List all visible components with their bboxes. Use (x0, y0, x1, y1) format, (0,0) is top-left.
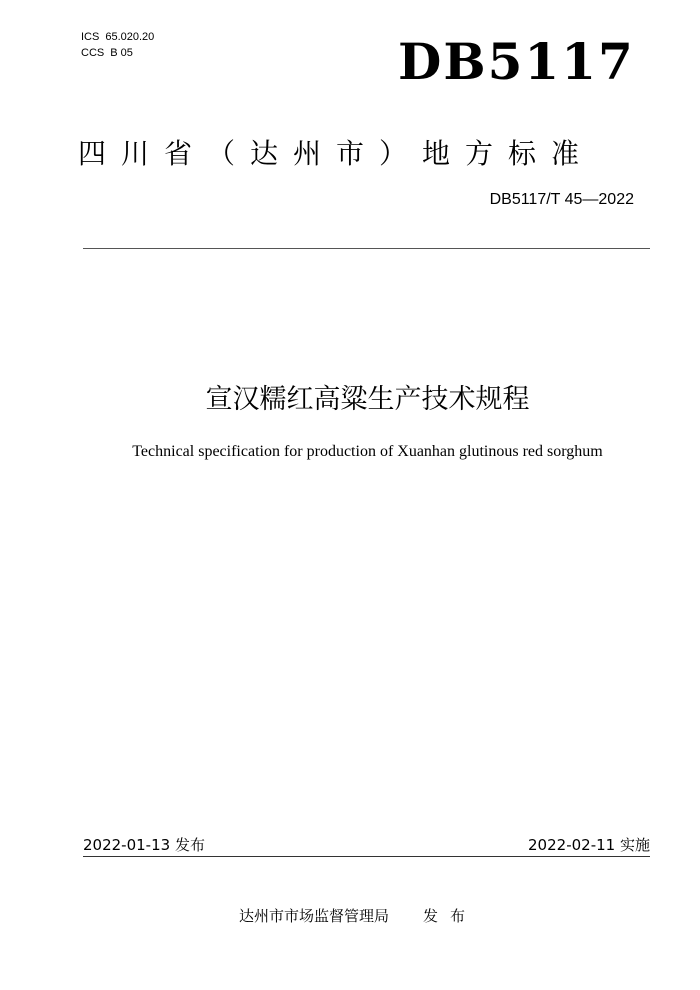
ccs-row (81, 45, 160, 61)
db-logo: DB5117 (398, 32, 635, 91)
ics-label: ICS (81, 31, 100, 43)
top-divider (83, 248, 650, 249)
bottom-divider (83, 856, 650, 857)
document-title-cn: 宣汉糯红高粱生产技术规程 (205, 384, 530, 415)
issuer-label: 发布 (423, 907, 478, 925)
ics-row (81, 29, 160, 45)
issuer-name: 达州市市场监督管理局 (239, 907, 390, 925)
issuing-authority (239, 906, 477, 926)
implementation-date-label: 实施 (619, 836, 650, 854)
document-title-en: Technical specification for production of Xuanhan glutinous red sorghum (132, 443, 603, 460)
classification-codes (81, 29, 160, 61)
implementation-date (528, 835, 650, 855)
standard-number: DB5117/T 45—2022 (489, 191, 634, 208)
issue-date (83, 835, 205, 855)
ics-code: 65.020.20 (105, 31, 155, 43)
implementation-date-value: 2022-02-11 (528, 836, 616, 854)
ccs-label: CCS (81, 47, 105, 59)
issue-date-value: 2022-01-13 (83, 836, 171, 854)
ccs-code: B 05 (110, 47, 133, 59)
standard-type-heading: 四川省（达州市）地方标准 (78, 137, 595, 170)
issue-date-label: 发布 (174, 836, 205, 854)
